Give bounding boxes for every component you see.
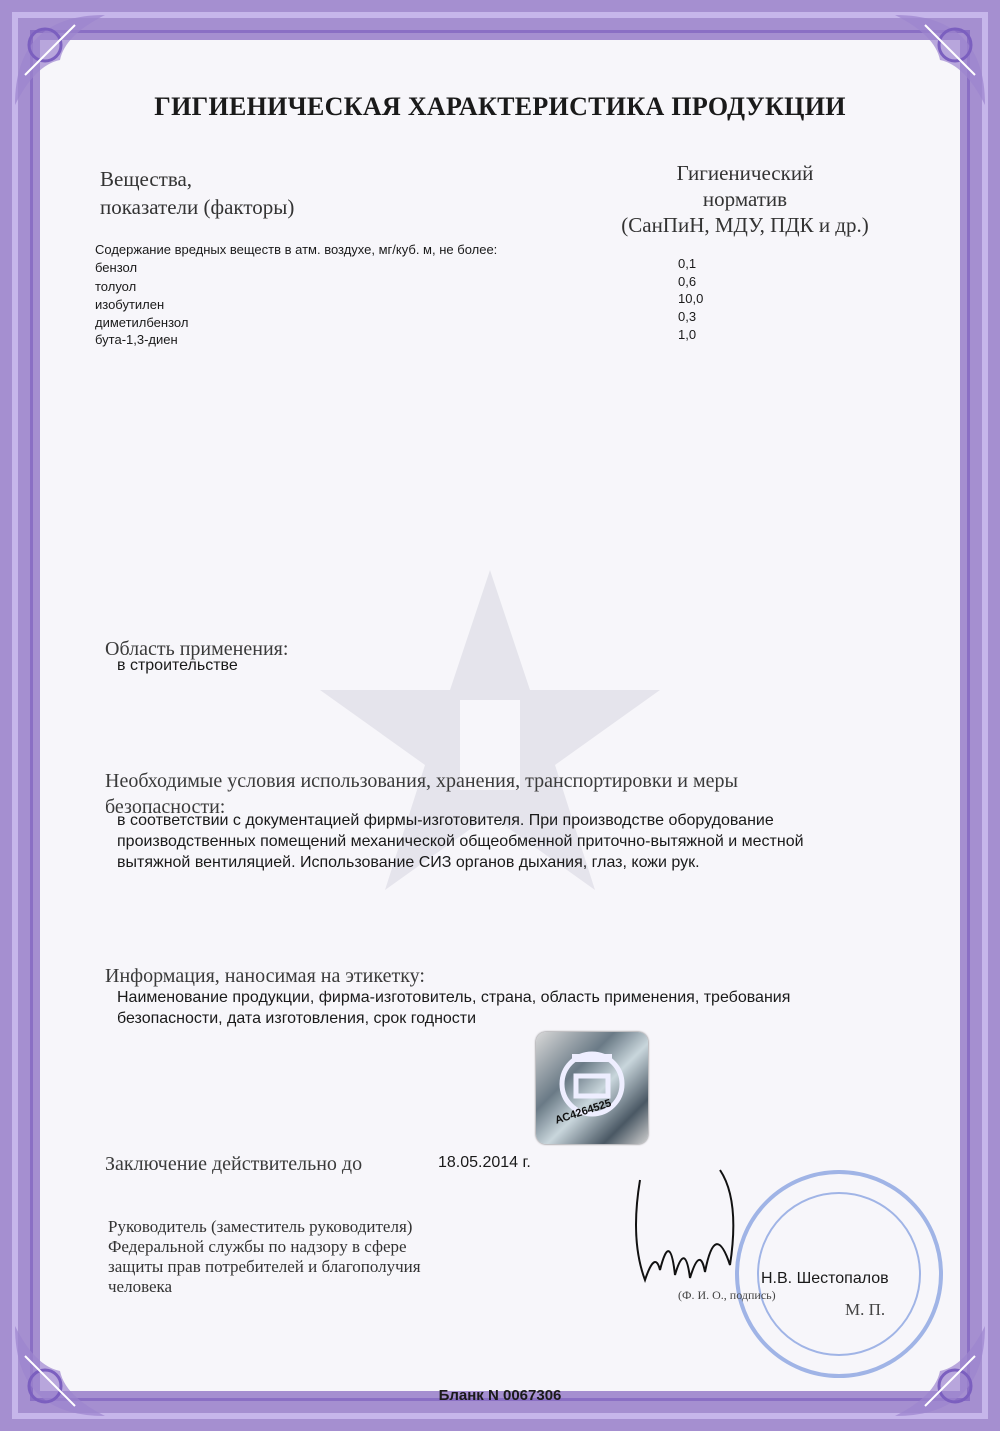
column-header-substances <box>100 165 294 221</box>
hologram-sticker <box>536 1032 648 1144</box>
text-line: безопасности, дата изготовления, срок годности <box>117 1010 477 1027</box>
eagle-emblem-watermark-icon <box>300 560 680 940</box>
conditions-label: безопасности: <box>105 796 226 818</box>
substance-name: изобутилен <box>95 297 165 312</box>
hologram-code: АС4264525 <box>553 1097 613 1127</box>
substance-value: 1,0 <box>678 327 697 342</box>
substance-name: бута-1,3-диен <box>95 332 178 347</box>
header-line: норматив <box>702 187 788 211</box>
label-info-text <box>117 987 790 1029</box>
seal-place-label: М. П. <box>845 1300 886 1319</box>
text-line: Наименование продукции, фирма-изготовитель, страна, область применения, требования <box>117 989 791 1006</box>
scope-label: Область применения: <box>105 638 289 660</box>
signature-icon <box>620 1160 760 1300</box>
hologram-logo-icon <box>536 1032 648 1144</box>
substance-value: 0,3 <box>678 309 697 324</box>
signatory-title <box>108 1217 508 1297</box>
substance-name: бензол <box>95 260 138 275</box>
column-header-norm <box>580 160 910 238</box>
signatory-caption: (Ф. И. О., подпись) <box>678 1288 776 1302</box>
header-line: (СанПиН, МДУ, ПДК и др.) <box>621 213 869 237</box>
text-line: вытяжной вентиляцией. Использование СИЗ органов дыхания, глаз, кожи рук. <box>117 854 700 871</box>
conditions-text <box>117 810 804 873</box>
substance-name: диметилбензол <box>95 315 189 330</box>
substance-value: 10,0 <box>678 291 704 306</box>
document-title: ГИГИЕНИЧЕСКАЯ ХАРАКТЕРИСТИКА ПРОДУКЦИИ <box>154 92 846 121</box>
text-line: Федеральной службы по надзору в сфере <box>108 1237 407 1256</box>
content-heading: Содержание вредных веществ в атм. воздухе, мг/куб. м, не более: <box>95 242 498 257</box>
signatory-name: Н.В. Шестопалов <box>761 1270 889 1287</box>
text-line: человека <box>108 1277 173 1296</box>
text-line: в соответствии с документацией фирмы-изготовителя. При производстве оборудование <box>117 812 774 829</box>
substance-name: толуол <box>95 279 137 294</box>
conditions-label: Необходимые условия использования, хранения, транспортировки и меры <box>105 770 738 792</box>
ornament-corner-icon <box>5 1316 115 1426</box>
label-info-label: Информация, наносимая на этикетку: <box>105 965 425 987</box>
header-line: Вещества, <box>100 167 193 191</box>
text-line: Руководитель (заместитель руководителя) <box>108 1217 413 1236</box>
substance-value: 0,1 <box>678 256 697 271</box>
text-line: защиты прав потребителей и благополучия <box>108 1257 421 1276</box>
substance-value: 0,6 <box>678 274 697 289</box>
header-line: Гигиенический <box>676 161 814 185</box>
scope-value: в строительстве <box>117 657 238 674</box>
validity-date: 18.05.2014 г. <box>438 1154 531 1171</box>
validity-label: Заключение действительно до <box>105 1153 363 1175</box>
blank-number: Бланк N 0067306 <box>438 1387 562 1404</box>
text-line: производственных помещений механической общеобменной приточно-вытяжной и местной <box>117 833 804 850</box>
header-line: показатели (факторы) <box>100 195 295 219</box>
